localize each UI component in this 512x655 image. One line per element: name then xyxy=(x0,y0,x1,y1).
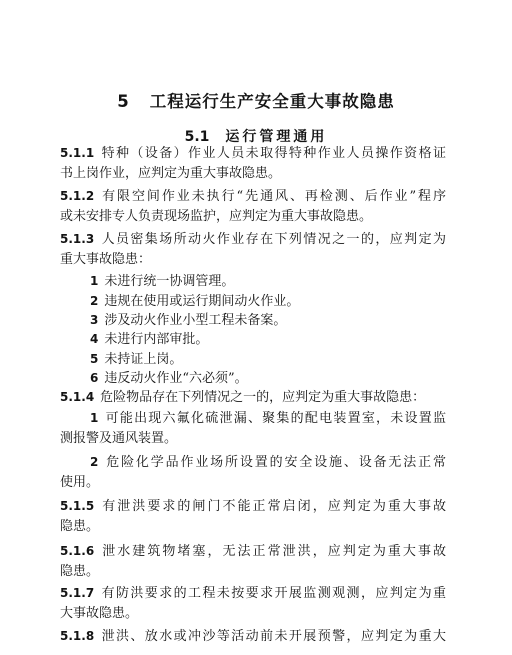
clause-text: 书上岗作业，应判定为重大事故隐患。 xyxy=(60,166,282,181)
text-line xyxy=(60,583,446,604)
clause-text: 测报警及通风装置。 xyxy=(60,431,178,446)
chapter-title xyxy=(0,88,512,112)
clause-text: 未持证上岗。 xyxy=(104,352,183,367)
text-line xyxy=(60,517,446,537)
clause-text: 有防洪要求的工程未按要求开展监测观测，应判定为重 xyxy=(100,586,446,601)
clause-number: 5.1.3 xyxy=(60,232,95,246)
clause-number: 5.1.4 xyxy=(60,390,95,404)
clause-number: 5 xyxy=(90,352,99,366)
text-line xyxy=(90,271,446,292)
clause-number: 3 xyxy=(90,313,99,327)
text-line xyxy=(90,310,446,331)
clause-text: 违反动火作业“六必须”。 xyxy=(104,371,248,386)
text-line xyxy=(60,250,446,270)
clause-number: 5.1.1 xyxy=(60,146,95,160)
clause-number: 1 xyxy=(90,411,99,425)
section-number: 5.1 xyxy=(184,129,210,145)
clause-text: 违规在使用或运行期间动火作业。 xyxy=(104,294,300,309)
text-line xyxy=(60,541,446,562)
clause-text: 重大事故隐患： xyxy=(60,252,152,267)
text-line xyxy=(90,408,446,429)
text-line xyxy=(60,207,446,227)
text-line xyxy=(90,368,446,389)
clause-text: 人员密集场所动火作业存在下列情况之一的，应判定为 xyxy=(100,232,446,247)
text-line xyxy=(90,291,446,312)
text-line xyxy=(60,626,446,647)
clause-text: 有限空间作业未执行“先通风、再检测、后作业”程序 xyxy=(100,189,446,204)
clause-number: 2 xyxy=(90,294,99,308)
text-line xyxy=(90,329,446,350)
text-line xyxy=(60,562,446,582)
text-line xyxy=(60,143,446,164)
clause-number: 5.1.2 xyxy=(60,189,95,203)
clause-text: 未进行统一协调管理。 xyxy=(104,274,235,289)
clause-text: 可能出现六氟化硫泄漏、聚集的配电装置室，未设置监 xyxy=(104,411,446,426)
clause-number: 5.1.7 xyxy=(60,586,95,600)
text-line xyxy=(60,186,446,207)
section-title-text: 运行管理通用 xyxy=(225,129,328,145)
clause-text: 或未安排专人负责现场监护，应判定为重大事故隐患。 xyxy=(60,209,373,224)
clause-number: 5.1.6 xyxy=(60,544,95,558)
clause-number: 1 xyxy=(90,274,99,288)
clause-text: 有泄洪要求的闸门不能正常启闭，应判定为重大事故 xyxy=(100,499,446,514)
text-line xyxy=(60,387,446,408)
clause-number: 6 xyxy=(90,371,99,385)
clause-text: 泄水建筑物堵塞，无法正常泄洪，应判定为重大事故 xyxy=(100,544,446,559)
clause-text: 泄洪、放水或冲沙等活动前未开展预警，应判定为重大 xyxy=(100,629,446,644)
clause-number: 2 xyxy=(90,455,99,469)
clause-text: 危险化学品作业场所设置的安全设施、设备无法正常 xyxy=(104,455,446,470)
chapter-number: 5 xyxy=(117,92,130,111)
clause-text: 危险物品存在下列情况之一的，应判定为重大事故隐患： xyxy=(100,390,426,405)
chapter-title-text: 工程运行生产安全重大事故隐患 xyxy=(149,92,395,111)
text-line xyxy=(60,496,446,517)
text-line xyxy=(60,473,446,493)
clause-text: 特种（设备）作业人员未取得特种作业人员操作资格证 xyxy=(100,146,446,161)
clause-text: 隐患。 xyxy=(60,519,100,534)
clause-text: 涉及动火作业小型工程未备案。 xyxy=(104,313,287,328)
clause-text: 未进行内部审批。 xyxy=(104,332,209,347)
clause-text: 隐患。 xyxy=(60,564,100,579)
text-line xyxy=(60,229,446,250)
text-line xyxy=(60,429,446,449)
clause-number: 4 xyxy=(90,332,99,346)
clause-number: 5.1.5 xyxy=(60,499,95,513)
clause-text: 使用。 xyxy=(60,475,100,490)
clause-text: 大事故隐患。 xyxy=(60,606,139,621)
text-line xyxy=(90,452,446,473)
text-line xyxy=(90,349,446,370)
clause-number: 5.1.8 xyxy=(60,629,95,643)
text-line xyxy=(60,604,446,624)
text-line xyxy=(60,164,446,184)
